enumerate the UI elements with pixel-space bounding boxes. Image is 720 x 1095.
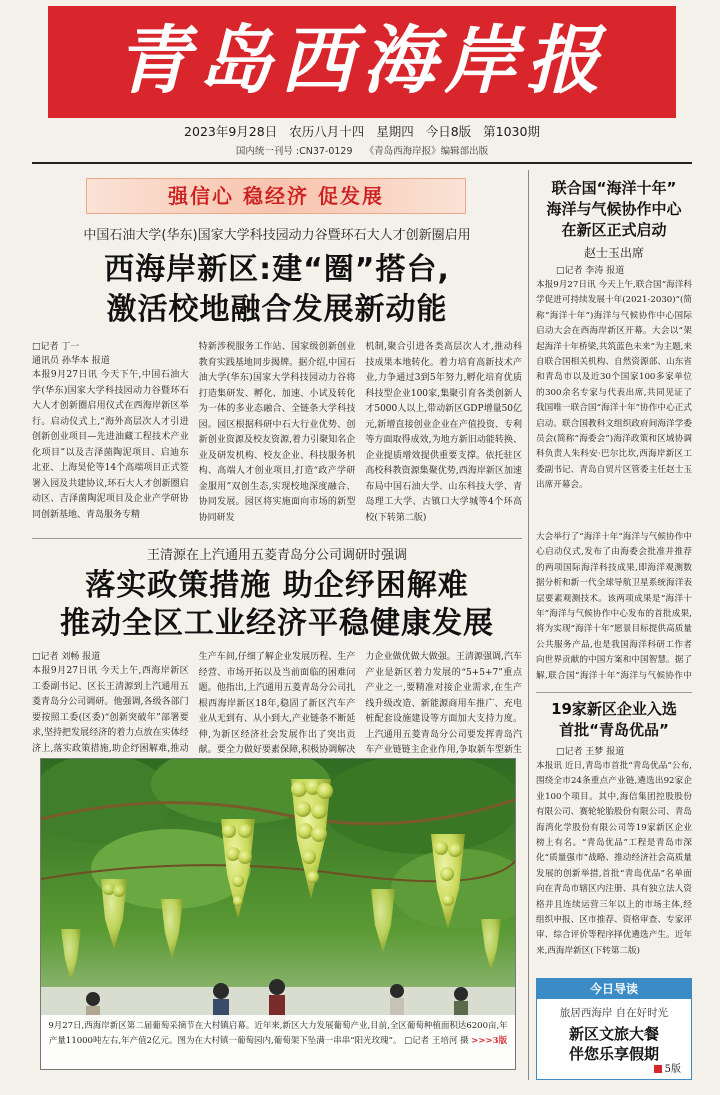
- second-article-col3: 力企业做优做大做强。王清源强调,汽车产业是新区着力发展的“5+5+7”重点产业之一,要精准对接企业需求,在生产线升级改造、新能源商用车推广、充电桩配套设施建设等方面加大支持力度。上汽通用五菱青岛分公司要发挥青岛汽车产业链链主企业作用,争取新车型新生: [365, 652, 523, 754]
- grape-photo: [40, 758, 516, 1070]
- second-article-col1: [32, 650, 189, 754]
- story2-body: 本报讯 近日,青岛市首批“青岛优品”公布,围绕全市24条重点产业链,遴选出92家企业100个项目。其中,海信集团控股股份有限公司、赛轮轮胎股份有限公司、青岛海湾化学股份有限公司等19家新区企业榜上有名。“青岛优品”工程是青岛市深化“质量强市”战略、推动经济社会高质量发展的创新举措,首批“青岛优品”名单面向在青岛市辖区内注册、具有独立法人资格并且连续运营三年以上的市场主体,经组织申报、区市推荐、资格审查、专家评审、综合评价等程序择优遴选产生。近年来,西海岸新区(下转第二版): [536, 761, 692, 956]
- right-divider: [536, 692, 692, 693]
- masthead: [48, 6, 676, 118]
- date: 2023年9月28日: [184, 124, 278, 139]
- story1-headline-line2: 海洋与气候协作中心: [546, 200, 682, 218]
- left-column: [32, 170, 522, 1080]
- right-column: [536, 170, 692, 1080]
- weekday: 星期四: [376, 124, 414, 139]
- story2-headline: [536, 699, 692, 741]
- lead-article: [32, 340, 522, 535]
- publisher: 《青岛西海岸报》编辑部出版: [364, 146, 489, 157]
- lead-correspondent: 通讯员 孙华本 报道: [32, 356, 110, 366]
- lead-article-col1: [32, 340, 189, 535]
- newspaper-title: 青岛西海岸报: [116, 18, 608, 104]
- today-guide-label: 今日导读: [537, 979, 691, 999]
- registration-line: [48, 143, 676, 157]
- second-reporter: □记者 刘畅 报道: [32, 652, 101, 662]
- lead-article-col2: 特新涉税服务工作站、国家级创新创业教育实践基地同步揭牌。据介绍,中国石油大学(华东)国家大学科技园动力谷将打造集研发、孵化、加速、小试及转化为一体的多业态融合、全链条大学科技园。园区根据科研中石大行业优势、创新创业资源及校友资源,着力引聚知名企业及研发机构、校友企业、科技服务机构、高端人才创业项目,打造“政产学研金服用”双创生态,实现校地深度融合、协同发展。园区将实施面向市场的新型协同研发: [198, 342, 356, 523]
- story1-headline-line1: 联合国“海洋十年”: [551, 179, 677, 197]
- column-divider: [528, 170, 529, 1080]
- today-guide-title-1: 新区文旅大餐: [568, 1025, 659, 1043]
- lead-kicker: 中国石油大学(华东)国家大学科技园动力谷暨环石大人才创新圈启用: [83, 228, 471, 243]
- second-article-col2: 生产车间,仔细了解企业发展历程、生产经营、市场开拓以及当前面临的困难问题。他指出,上汽通用五菱青岛分公司扎根西海岸新区18年,稳固了新区汽车产业从无到有、从小到大,产业链条不断延伸,为新区经济社会发展作出了突出贡献。要全力做好要素保障,积极协调解决: [198, 652, 356, 754]
- story1-body-1: 本报9月27日讯 今天上午,联合国“海洋科学促进可持续发展十年(2021-2030)”(简称“海洋十年”)海洋与气候协作中心国际启动大会在西海岸新区开幕。大会以“架起海洋十年桥梁,共筑蓝色未来”为主题,来自联合国相关机构、自然资源部、山东省和青岛市以及近30个国家100多家单位的300余名专家与代表出席,共同见证了我国唯一联合国“海洋十年”协作中心正式启动。联合国教科文组织政府间海洋学委员会(简称“海委会”)海洋政策和区域协调科负责人朱科安·巴尔比坎,西海岸新区工委副书记、青岛自贸片区管委主任赵士玉出席开幕会。: [536, 280, 692, 491]
- slogan-banner: [86, 178, 466, 214]
- slogan-text: 强信心 稳经济 促发展: [168, 184, 384, 208]
- photo-caption: [41, 1015, 515, 1069]
- caption-text: 9月27日,西海岸新区第二届葡萄采摘节在大村镇启幕。近年来,新区大力发展葡萄产业,目前,全区葡萄种植面积达6200亩,年产量11000吨左右,年产值2亿元。图为在大村镇一葡萄园内,葡萄架下坠满一串串“阳光玫瑰”。: [48, 1021, 508, 1046]
- second-article: [32, 650, 522, 754]
- lead-headline-line2: 激活校地融合发展新动能: [106, 292, 448, 327]
- story1-subhead: 赵士玉出席: [583, 246, 644, 260]
- story2-headline-line1: 19家新区企业入选: [551, 700, 677, 718]
- today-guide-title-2: 伴您乐享假期: [568, 1045, 659, 1063]
- lead-text-1: 本报9月27日讯 今天下午,中国石油大学(华东)国家大学科技园动力谷暨环石大人才创新圈启用仪式在西海岸新区举行。启动仪式上,“海外高层次人才引进创新创业项目—先进油藏工程技术产业化项目”以及吉泽菌陶泥项目、启迪东北亚、上海昊伦等14个高端项目正式签署入园及共建协议,环石大人才创新圈启动区、吉泽菌陶泥项目及企业产学研协同创新基地、青岛服务专精: [32, 370, 189, 520]
- section-divider: [32, 538, 522, 539]
- top-rule: [32, 162, 692, 164]
- page-count: 今日8版: [425, 124, 472, 139]
- photo-credit: □记者 王培河 摄: [404, 1036, 469, 1046]
- today-guide-sub: 旅居西海岸 自在好时光: [559, 1007, 669, 1019]
- registration-number: 国内统一刊号 :CN37-0129: [235, 146, 353, 157]
- today-guide-box[interactable]: [536, 978, 692, 1080]
- story1-headline-line3: 在新区正式启动: [561, 221, 667, 239]
- story2-headline-line2: 首批“青岛优品”: [559, 721, 669, 739]
- second-headline-line2: 推动全区工业经济平稳健康发展: [60, 606, 494, 641]
- lunar-date: 农历八月十四: [289, 124, 365, 139]
- lead-headline-line1: 西海岸新区:建“圈”搭台,: [104, 252, 450, 287]
- photo-page-link[interactable]: >>>3版: [471, 1036, 508, 1046]
- second-text-1: 本报9月27日讯 今天上午,西海岸新区工委副书记、区长王清源到上汽通用五菱青岛分公司调研。他强调,各级各部门要按照工委(区委)“创新突破年”部署要求,坚持把发展经济的着力点放在实体经济上,落实政策措施,助企纾困解难,推动: [32, 666, 189, 754]
- issue-number: 第1030期: [483, 124, 540, 139]
- today-guide-page-ref[interactable]: 5版: [654, 1060, 681, 1075]
- story1-headline: [536, 178, 692, 241]
- second-kicker: 王清源在上汽通用五菱青岛分公司调研时强调: [146, 548, 407, 563]
- lead-article-col3: 机制,聚合引进各类高层次人才,推动科技成果本地转化。着力培育高新技术产业,力争通过3到5年努力,孵化培育优质科技型企业100家,集聚引育各类创新人才5000人以上,带动新区GDP增量50亿元,新增直接创业企业在产值投资、专利等方面取得成效,为地方新旧动能转换、企业提质增效提供重要支撑。依托驻区高校科教资源集聚优势,西海岸新区加速布局中国石油大学、山东科技大学、青岛理工大学、古镇口大学城等4个环高校(下转第二版): [365, 342, 523, 523]
- dateline: [48, 122, 676, 142]
- story1-byline: □记者 李涛 报道: [556, 266, 625, 276]
- story1-body-2: 大会举行了“海洋十年”海洋与气候协作中心启动仪式,发布了由海委会批准并推荐的两项国际海洋科技成果,即海洋观测数据分析和新一代全球导航卫星系统海洋表层要素观测技术。该两项成果是“海洋十年”海洋与气候协作中心发布的首批成果,将为实现“海洋十年”愿景目标提供高质量公共服务产品,也是我国海洋科研工作者向世界贡献的中国方案和中国智慧。据了解,联合国“海洋十年”海洋与气候协作中: [536, 532, 692, 681]
- second-headline-line1: 落实政策措施 助企纾困解难: [85, 568, 469, 603]
- lead-reporter: □记者 丁一: [32, 342, 80, 352]
- story2-byline: □记者 王梦 报道: [556, 747, 625, 757]
